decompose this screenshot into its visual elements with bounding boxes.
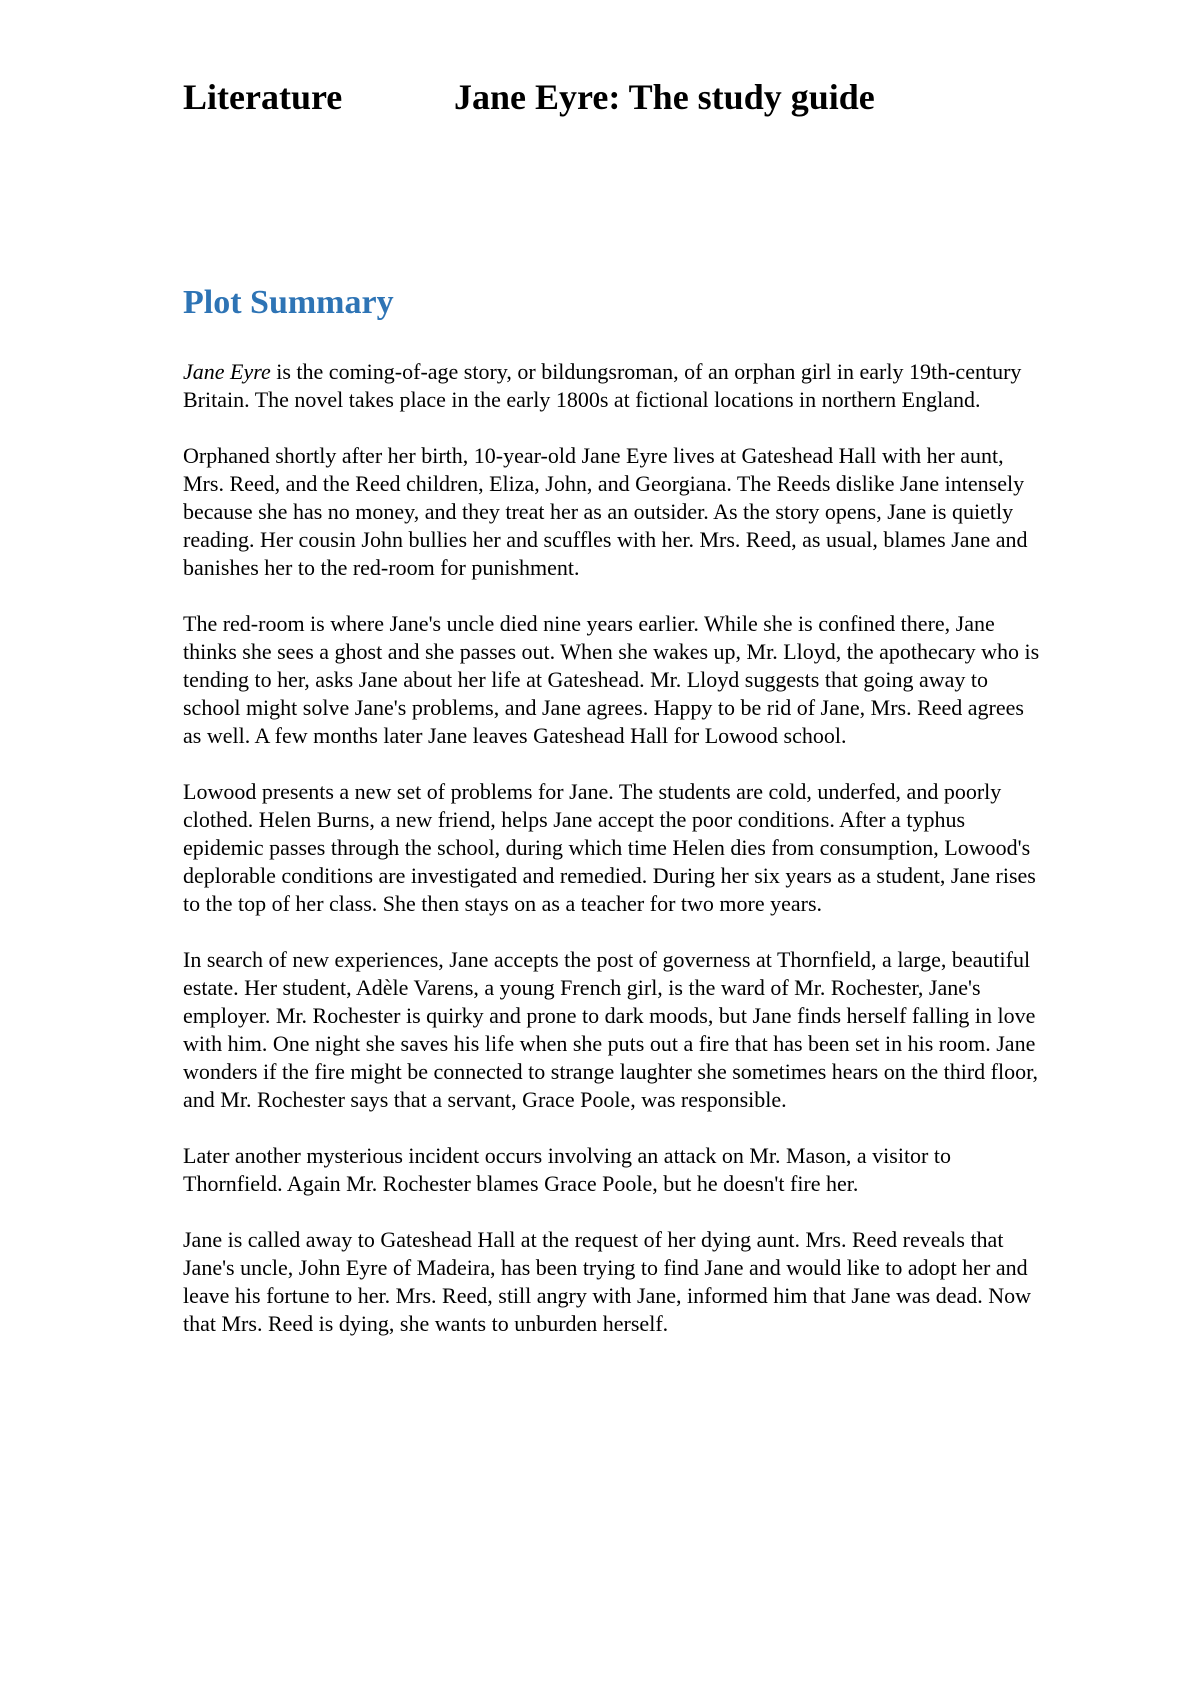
body-text — [183, 358, 1043, 1338]
header-subject: Literature — [183, 77, 343, 117]
paragraph-1-text: is the coming-of-age story, or bildungsroman, of an orphan girl in early 19th-century Britain. The novel takes place in the early 1800s at fictional locations in northern England. — [183, 359, 1022, 412]
section-title: Plot Summary — [183, 284, 394, 321]
paragraph-1 — [183, 358, 1043, 414]
paragraph-4: Lowood presents a new set of problems for Jane. The students are cold, underfed, and poorly clothed. Helen Burns, a new friend, helps Jane accept the poor conditions. After a typhus epidemic passes through the school, during which time Helen dies from consumption, Lowood's deplorable conditions are investigated and remedied. During her six years as a student, Jane rises to the top of her class. She then stays on as a teacher for two more years. — [183, 779, 1036, 916]
book-title-italic: Jane Eyre — [183, 359, 271, 384]
page-header — [183, 72, 1083, 122]
paragraph-7: Jane is called away to Gateshead Hall at the request of her dying aunt. Mrs. Reed reveals that Jane's uncle, John Eyre of Madeira, has been trying to find Jane and would like to adopt her and leave his fortune to her. Mrs. Reed, still angry with Jane, informed him that Jane was dead. Now that Mrs. Reed is dying, she wants to unburden herself. — [183, 1227, 1032, 1336]
paragraph-5: In search of new experiences, Jane accepts the post of governess at Thornfield, a large, beautiful estate. Her student, Adèle Varens, a young French girl, is the ward of Mr. Rochester, Jane's employer. Mr. Rochester is quirky and prone to dark moods, but Jane finds herself falling in love with him. One night she saves his life when she puts out a fire that has been set in his room. Jane wonders if the fire might be connected to strange laughter she sometimes hears on the third floor, and Mr. Rochester says that a servant, Grace Poole, was responsible. — [183, 947, 1039, 1112]
paragraph-2: Orphaned shortly after her birth, 10-year-old Jane Eyre lives at Gateshead Hall with her aunt, Mrs. Reed, and the Reed children, Eliza, John, and Georgiana. The Reeds dislike Jane intensely because she has no money, and they treat her as an outsider. As the story opens, Jane is quietly reading. Her cousin John bullies her and scuffles with her. Mrs. Reed, as usual, blames Jane and banishes her to the red-room for punishment. — [183, 443, 1028, 580]
paragraph-3: The red-room is where Jane's uncle died nine years earlier. While she is confined there, Jane thinks she sees a ghost and she passes out. When she wakes up, Mr. Lloyd, the apothecary who is tending to her, asks Jane about her life at Gateshead. Mr. Lloyd suggests that going away to school might solve Jane's problems, and Jane agrees. Happy to be rid of Jane, Mrs. Reed agrees as well. A few months later Jane leaves Gateshead Hall for Lowood school. — [183, 611, 1040, 748]
paragraph-6: Later another mysterious incident occurs involving an attack on Mr. Mason, a visitor to Thornfield. Again Mr. Rochester blames Grace Poole, but he doesn't fire her. — [183, 1143, 951, 1196]
header-title: Jane Eyre: The study guide — [454, 77, 875, 117]
